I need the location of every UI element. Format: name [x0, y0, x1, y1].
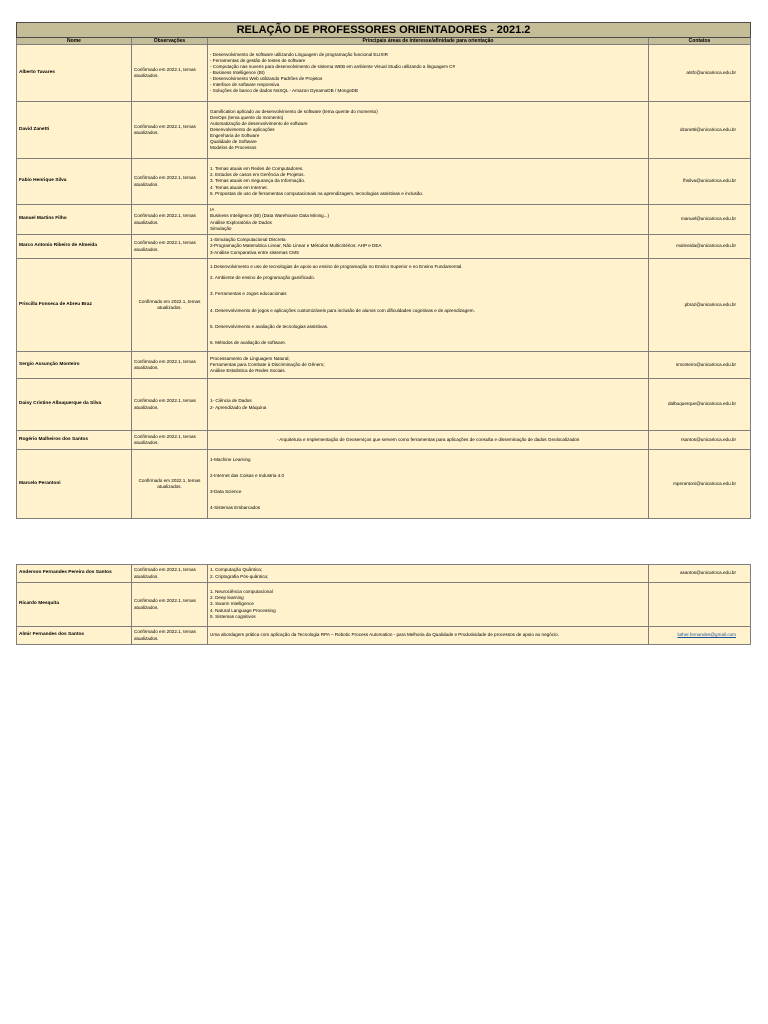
area-item: - Desenvolvimento Web utilizando Padrões de Projetos: [210, 76, 323, 82]
table-row: [17, 352, 751, 379]
contact-email[interactable]: dalbuquerque@unicarioca.edu.br: [649, 379, 751, 431]
area-item: 1. Neurociência computacional: [210, 589, 273, 595]
contact-email[interactable]: manuel@unicarioca.edu.br: [649, 205, 751, 235]
area-item: 3. Ferramentas e Jogos educacionais: [210, 291, 287, 297]
table-row: [17, 45, 751, 102]
observation: Confirmado em 2022.1, temas atualizados.: [132, 235, 208, 259]
area-item: 5. Sistemas cognitivos: [210, 613, 256, 619]
professor-name: Marcelo Perantoni: [17, 450, 132, 519]
professor-name: Ricardo Mesquita: [17, 583, 132, 627]
column-header-areas: Principais áreas de interesse/afinidade para orientação: [208, 38, 649, 45]
area-item: 2-Programação Matemática Linear, Não Linear e Métodos Multicritérios: AHP e DEA: [210, 243, 382, 249]
column-header-contact: Contatos: [649, 38, 751, 45]
professor-name: Marco Antonio Ribeiro de Almeida: [17, 235, 132, 259]
area-item: Simulação: [210, 225, 232, 231]
observation: Confirmado em 2022.1, temas atualizados.: [132, 379, 208, 431]
table-row: [17, 205, 751, 235]
area-item: - Soluções de banco de dados NoSQL - Amazon DynamoDB / MongoDB: [210, 88, 358, 94]
professor-name: Daisy Cristine Albuquerque da Silva: [17, 379, 132, 431]
contact-email[interactable]: mperantoni@unicarioca.edu.br: [649, 450, 751, 519]
observation: Confirmado em 2022.1, temas atualizados.: [132, 259, 208, 352]
area-item: Engenharia de Software: [210, 133, 260, 139]
professor-name: Sergio Assunção Monteiro: [17, 352, 132, 379]
contact-email[interactable]: rsantos@unicarioca.edu.br: [649, 431, 751, 450]
table-row: [17, 627, 751, 645]
professor-name: Alberto Tavares: [17, 45, 132, 102]
table-row: [17, 159, 751, 205]
area-item: 4. Desenvolvimento de jogos e aplicações customizáveis para inclusão de alunos com dificuldades cognitivas e de aprendizagem.: [210, 307, 475, 313]
interest-areas: [208, 102, 649, 159]
area-item: Desenvolvimento de aplicações: [210, 126, 275, 132]
professor-name: Anderson Fernandes Pereira dos Santos: [17, 565, 132, 583]
table-row: [17, 235, 751, 259]
area-item: 2. Deep learning: [210, 595, 244, 601]
area-item: 5. Desenvolvimento e avaliação de tecnologias assistivas.: [210, 323, 329, 329]
interest-areas: [208, 583, 649, 627]
table-row: [17, 431, 751, 450]
column-header-obs: Observações: [132, 38, 208, 45]
area-item: Automatização de desenvolvimento de software: [210, 120, 308, 126]
contact-email[interactable]: fhsilva@unicarioca.edu.br: [649, 159, 751, 205]
observation: Confirmado em 2022.1, temas atualizados.: [132, 45, 208, 102]
interest-areas: [208, 565, 649, 583]
professors-table: [16, 22, 751, 519]
observation: Confirmado em 2022.1, temas atualizados.: [132, 102, 208, 159]
additional-professors-table: [16, 564, 751, 645]
area-item: - Arquitetura e Implementação de Geoserviços que servem como ferramentas para aplicações de consulta e disseminação de dados Geolocalizados: [276, 436, 580, 442]
area-item: IA: [210, 207, 215, 213]
column-header-name: Nome: [17, 38, 132, 45]
interest-areas: [208, 627, 649, 645]
area-item: Ferramentas para Combate à Discriminação de Gênero;: [210, 361, 325, 367]
table-row: [17, 379, 751, 431]
area-item: Business Inteligence (BI) (Data Warehouse Data Mining...): [210, 213, 330, 219]
area-item: Modelos de Processos: [210, 145, 257, 151]
professor-name: Manuel Martins Filho: [17, 205, 132, 235]
page-title: RELAÇÃO DE PROFESSORES ORIENTADORES - 2021.2: [17, 23, 751, 38]
area-item: 2. Estudos de casos em Gerência de Projetos.: [210, 172, 305, 178]
area-item: 1. Computação Quântica;: [210, 567, 263, 573]
area-item: 1.Desenvolvimento e uso de tecnologias de apoio ao ensino de programação no Ensino Superior e no Ensino Fundamental.: [210, 264, 463, 270]
area-item: 1. Temas atuais em Redes de Computadores.: [210, 166, 304, 172]
spreadsheet: [16, 22, 750, 645]
contact-email[interactable]: malmeida@unicarioca.edu.br: [649, 235, 751, 259]
professor-name: David Zanetti: [17, 102, 132, 159]
area-item: 1-Machine Learning: [210, 456, 251, 462]
area-item: 3. Temas atuais em Segurança da Informação.: [210, 178, 306, 184]
interest-areas: [208, 45, 649, 102]
observation: Confirmado em 2022.1, temas atualizados.: [132, 159, 208, 205]
area-item: Gamification aplicado ao desenvolvimento de software (tema quente do momento): [210, 108, 378, 114]
contact-email[interactable]: [649, 583, 751, 627]
contact-email[interactable]: pbraz@unicarioca.edu.br: [649, 259, 751, 352]
observation: Confirmado em 2022.1, temas atualizados.: [132, 627, 208, 645]
professor-name: Almir Fernandes dos Santos: [17, 627, 132, 645]
area-item: 2- Aprendizado de Máquina: [210, 404, 267, 410]
area-item: Análise Estatística de Redes Sociais.: [210, 368, 286, 374]
area-item: 3-Análise Comparativa entre sistemas CMS: [210, 249, 300, 255]
observation: Confirmado em 2022.1, temas atualizados.: [132, 450, 208, 519]
interest-areas: [208, 159, 649, 205]
interest-areas: [208, 431, 649, 450]
professor-name: Priscilla Fonseca de Abreu Braz: [17, 259, 132, 352]
table-row: [17, 259, 751, 352]
professor-name: Rogério Malheiros dos Santos: [17, 431, 132, 450]
contact-email[interactable]: asantos@unicarioca.edu.br: [649, 565, 751, 583]
interest-areas: [208, 205, 649, 235]
table-row: [17, 450, 751, 519]
contact-email[interactable]: atsfc@unicarioca.edu.br: [649, 45, 751, 102]
observation: Confirmado em 2022.1, temas atualizados.: [132, 431, 208, 450]
area-item: Análise Exploratória de Dados: [210, 219, 272, 225]
observation: Confirmado em 2022.1, temas atualizados.: [132, 583, 208, 627]
interest-areas: [208, 352, 649, 379]
area-item: 5. Propostas de uso de ferramentas computacionais na aprendizagem, tecnologias assistivas e inclusão.: [210, 190, 424, 196]
area-item: 3. Swarm Intelligence: [210, 601, 254, 607]
contact-email-link[interactable]: luther.fernandes@gmail.com: [649, 627, 751, 645]
area-item: 4. Temas atuais em Internet.: [210, 184, 268, 190]
area-item: - Business Intelligence (BI): [210, 69, 265, 75]
contact-email[interactable]: smonteiro@unicarioca.edu.br: [649, 352, 751, 379]
header-row: [17, 38, 751, 45]
area-item: - Ferramentas de gestão de testes de software: [210, 57, 306, 63]
area-item: - Computação nas nuvens para desenvolvimento de sistema WEB em ambiente Visual Studio utilizando a linguagem C#: [210, 63, 456, 69]
area-item: - Desenvolvimento de software utilizando Linguagem de programação funcional ELIXIR: [210, 51, 388, 57]
area-item: 1-Simulação Computacional Discreta: [210, 237, 286, 243]
observation: Confirmado em 2022.1, temas atualizados.: [132, 352, 208, 379]
interest-areas: [208, 235, 649, 259]
area-item: 2. Criptografia Pós-quântica;: [210, 573, 269, 579]
area-item: 2. Ambiente de ensino de programação gamificado.: [210, 275, 315, 281]
observation: Confirmado em 2022.1, temas atualizados.: [132, 205, 208, 235]
area-item: 6. Métodos de avaliação de software.: [210, 339, 287, 345]
area-item: - Interface de software responsiva: [210, 82, 280, 88]
table-row: [17, 102, 751, 159]
interest-areas: [208, 450, 649, 519]
area-item: DevOps (tema quente do momento): [210, 114, 284, 120]
area-item: 1- Ciência de Dados: [210, 398, 252, 404]
interest-areas: [208, 259, 649, 352]
area-item: 2-Internet das Coisas e Industria 4.0: [210, 472, 285, 478]
contact-email[interactable]: dzanetti@unicarioca.edu.br: [649, 102, 751, 159]
area-item: 4. Natural Language Processing: [210, 607, 276, 613]
area-item: Uma abordagem prática com aplicação da Tecnologia RPA – Robotic Process Automation - para Melhoria da Qualidade e Produtividade de processos de apoio ao negócio.: [210, 632, 559, 638]
area-item: 3-Data Science: [210, 489, 242, 494]
professor-name: Fabio Henrique Silva: [17, 159, 132, 205]
observation: Confirmado em 2022.1, temas atualizados.: [132, 565, 208, 583]
table-row: [17, 565, 751, 583]
interest-areas: [208, 379, 649, 431]
area-item: Processamento de Linguagem Natural;: [210, 355, 290, 361]
area-item: Qualidade de Software: [210, 139, 257, 145]
area-item: 4-Sistemas Embarcados: [210, 505, 261, 511]
table-row: [17, 583, 751, 627]
